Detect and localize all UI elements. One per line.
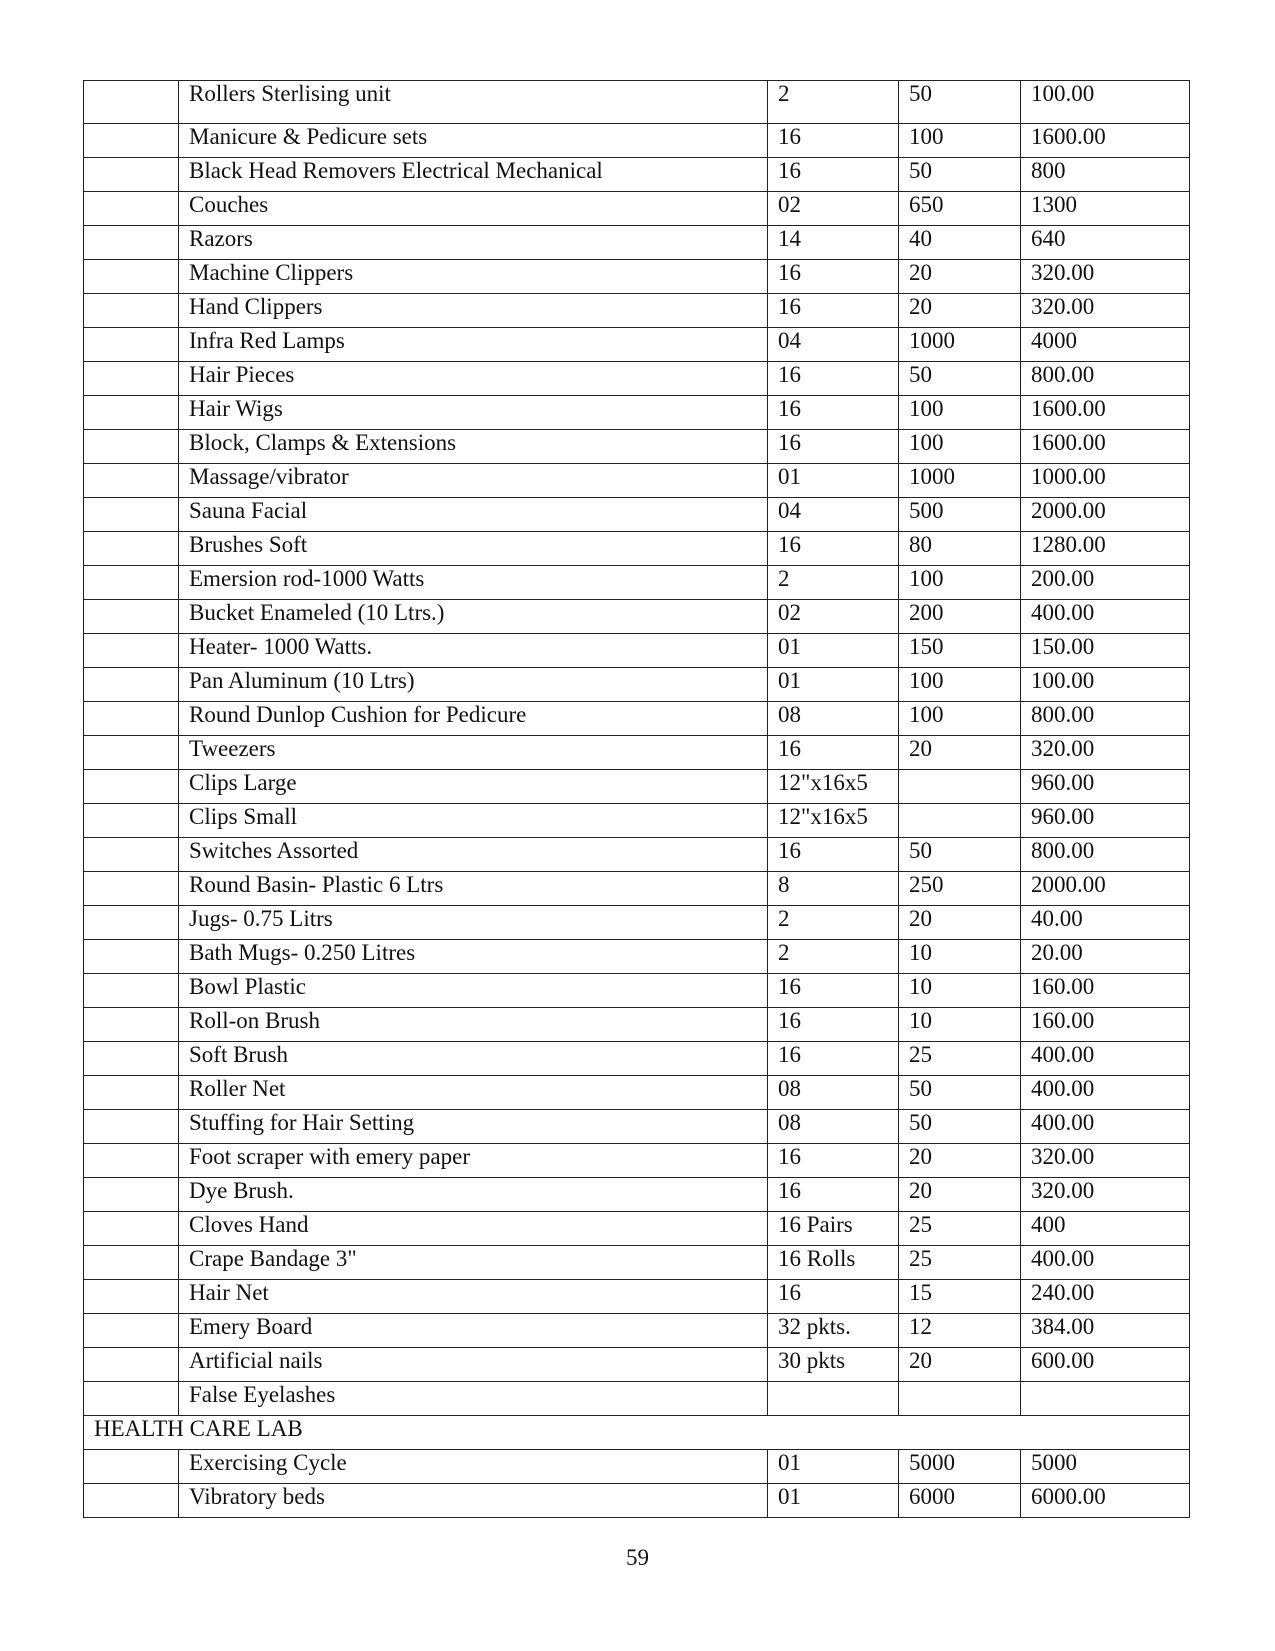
amount-cell: 1280.00 — [1021, 532, 1190, 566]
amount-cell: 400.00 — [1021, 1246, 1190, 1280]
serial-cell — [84, 906, 179, 940]
rate-cell: 20 — [899, 736, 1021, 770]
quantity-cell: 16 — [768, 430, 899, 464]
quantity-cell — [768, 1382, 899, 1416]
amount-cell: 320.00 — [1021, 1178, 1190, 1212]
rate-cell: 100 — [899, 396, 1021, 430]
table-row — [84, 1076, 1190, 1110]
serial-cell — [84, 498, 179, 532]
rate-cell: 50 — [899, 81, 1021, 124]
rate-cell: 80 — [899, 532, 1021, 566]
quantity-cell: 16 — [768, 736, 899, 770]
rate-cell: 100 — [899, 430, 1021, 464]
item-name-cell: Soft Brush — [179, 1042, 768, 1076]
amount-cell: 960.00 — [1021, 804, 1190, 838]
serial-cell — [84, 1280, 179, 1314]
amount-cell: 320.00 — [1021, 260, 1190, 294]
amount-cell: 240.00 — [1021, 1280, 1190, 1314]
item-name-cell: Roller Net — [179, 1076, 768, 1110]
amount-cell: 100.00 — [1021, 81, 1190, 124]
table-row — [84, 1348, 1190, 1382]
amount-cell: 150.00 — [1021, 634, 1190, 668]
item-name-cell: Vibratory beds — [179, 1484, 768, 1518]
serial-cell — [84, 600, 179, 634]
rate-cell: 500 — [899, 498, 1021, 532]
quantity-cell: 16 — [768, 260, 899, 294]
item-name-cell: Cloves Hand — [179, 1212, 768, 1246]
item-name-cell: Clips Large — [179, 770, 768, 804]
rate-cell: 50 — [899, 1110, 1021, 1144]
table-row — [84, 702, 1190, 736]
table-row — [84, 804, 1190, 838]
rate-cell: 20 — [899, 1348, 1021, 1382]
table-row — [84, 362, 1190, 396]
amount-cell: 100.00 — [1021, 668, 1190, 702]
item-name-cell: Dye Brush. — [179, 1178, 768, 1212]
serial-cell — [84, 770, 179, 804]
section-heading: HEALTH CARE LAB — [84, 1416, 1190, 1450]
quantity-cell: 8 — [768, 872, 899, 906]
quantity-cell: 01 — [768, 464, 899, 498]
serial-cell — [84, 838, 179, 872]
rate-cell: 100 — [899, 702, 1021, 736]
amount-cell: 160.00 — [1021, 1008, 1190, 1042]
item-name-cell: Block, Clamps & Extensions — [179, 430, 768, 464]
amount-cell: 4000 — [1021, 328, 1190, 362]
table-row — [84, 1144, 1190, 1178]
item-name-cell: Stuffing for Hair Setting — [179, 1110, 768, 1144]
item-name-cell: Hair Pieces — [179, 362, 768, 396]
table-row — [84, 294, 1190, 328]
serial-cell — [84, 260, 179, 294]
serial-cell — [84, 668, 179, 702]
item-name-cell: Bucket Enameled (10 Ltrs.) — [179, 600, 768, 634]
quantity-cell: 16 — [768, 124, 899, 158]
table-row — [84, 158, 1190, 192]
serial-cell — [84, 362, 179, 396]
item-name-cell: Round Dunlop Cushion for Pedicure — [179, 702, 768, 736]
amount-cell: 320.00 — [1021, 736, 1190, 770]
serial-cell — [84, 702, 179, 736]
amount-cell: 1600.00 — [1021, 124, 1190, 158]
amount-cell: 400.00 — [1021, 1076, 1190, 1110]
quantity-cell: 12"x16x5 — [768, 804, 899, 838]
serial-cell — [84, 1246, 179, 1280]
quantity-cell: 12"x16x5 — [768, 770, 899, 804]
quantity-cell: 08 — [768, 1110, 899, 1144]
quantity-cell: 16 — [768, 532, 899, 566]
rate-cell: 50 — [899, 838, 1021, 872]
table-row — [84, 192, 1190, 226]
serial-cell — [84, 1008, 179, 1042]
quantity-cell: 2 — [768, 906, 899, 940]
quantity-cell: 01 — [768, 1450, 899, 1484]
rate-cell — [899, 770, 1021, 804]
item-name-cell: Foot scraper with emery paper — [179, 1144, 768, 1178]
serial-cell — [84, 1450, 179, 1484]
quantity-cell: 32 pkts. — [768, 1314, 899, 1348]
amount-cell: 320.00 — [1021, 294, 1190, 328]
serial-cell — [84, 226, 179, 260]
serial-cell — [84, 1382, 179, 1416]
rate-cell: 250 — [899, 872, 1021, 906]
item-name-cell: Emersion rod-1000 Watts — [179, 566, 768, 600]
quantity-cell: 16 — [768, 158, 899, 192]
amount-cell: 800.00 — [1021, 362, 1190, 396]
table-row — [84, 668, 1190, 702]
rate-cell: 100 — [899, 668, 1021, 702]
amount-cell: 160.00 — [1021, 974, 1190, 1008]
serial-cell — [84, 940, 179, 974]
quantity-cell: 16 — [768, 1008, 899, 1042]
quantity-cell: 16 — [768, 396, 899, 430]
quantity-cell: 16 — [768, 1042, 899, 1076]
table-row — [84, 1450, 1190, 1484]
serial-cell — [84, 1212, 179, 1246]
serial-cell — [84, 634, 179, 668]
item-name-cell: Hand Clippers — [179, 294, 768, 328]
table-row — [84, 1314, 1190, 1348]
item-name-cell: Jugs- 0.75 Litrs — [179, 906, 768, 940]
serial-cell — [84, 532, 179, 566]
item-name-cell: Black Head Removers Electrical Mechanical — [179, 158, 768, 192]
quantity-cell: 16 — [768, 362, 899, 396]
quantity-cell: 01 — [768, 634, 899, 668]
item-name-cell: Brushes Soft — [179, 532, 768, 566]
serial-cell — [84, 124, 179, 158]
rate-cell: 5000 — [899, 1450, 1021, 1484]
item-name-cell: Crape Bandage 3" — [179, 1246, 768, 1280]
item-name-cell: Switches Assorted — [179, 838, 768, 872]
table-row — [84, 1110, 1190, 1144]
item-name-cell: Tweezers — [179, 736, 768, 770]
item-name-cell: Manicure & Pedicure sets — [179, 124, 768, 158]
table-row — [84, 1382, 1190, 1416]
amount-cell: 400.00 — [1021, 600, 1190, 634]
serial-cell — [84, 1484, 179, 1518]
serial-cell — [84, 566, 179, 600]
quantity-cell: 04 — [768, 498, 899, 532]
table-row — [84, 736, 1190, 770]
table-row — [84, 1246, 1190, 1280]
amount-cell: 640 — [1021, 226, 1190, 260]
table-row — [84, 124, 1190, 158]
rate-cell: 15 — [899, 1280, 1021, 1314]
amount-cell: 40.00 — [1021, 906, 1190, 940]
table-row — [84, 1484, 1190, 1518]
item-name-cell: Clips Small — [179, 804, 768, 838]
rate-cell: 20 — [899, 1144, 1021, 1178]
table-row — [84, 396, 1190, 430]
table-row — [84, 838, 1190, 872]
item-name-cell: Bowl Plastic — [179, 974, 768, 1008]
amount-cell: 200.00 — [1021, 566, 1190, 600]
item-name-cell: Round Basin- Plastic 6 Ltrs — [179, 872, 768, 906]
table-row — [84, 226, 1190, 260]
rate-cell: 1000 — [899, 328, 1021, 362]
serial-cell — [84, 81, 179, 124]
table-row — [84, 464, 1190, 498]
table-row — [84, 600, 1190, 634]
item-name-cell: False Eyelashes — [179, 1382, 768, 1416]
amount-cell: 320.00 — [1021, 1144, 1190, 1178]
amount-cell: 2000.00 — [1021, 872, 1190, 906]
amount-cell: 384.00 — [1021, 1314, 1190, 1348]
amount-cell: 1600.00 — [1021, 430, 1190, 464]
serial-cell — [84, 430, 179, 464]
quantity-cell: 04 — [768, 328, 899, 362]
serial-cell — [84, 974, 179, 1008]
rate-cell — [899, 804, 1021, 838]
serial-cell — [84, 736, 179, 770]
table-row — [84, 328, 1190, 362]
item-name-cell: Exercising Cycle — [179, 1450, 768, 1484]
serial-cell — [84, 1144, 179, 1178]
serial-cell — [84, 328, 179, 362]
equipment-table — [83, 80, 1190, 1518]
amount-cell: 800.00 — [1021, 838, 1190, 872]
table-row — [84, 566, 1190, 600]
rate-cell: 50 — [899, 158, 1021, 192]
table-row — [84, 906, 1190, 940]
table-row — [84, 1212, 1190, 1246]
table-row — [84, 260, 1190, 294]
item-name-cell: Massage/vibrator — [179, 464, 768, 498]
serial-cell — [84, 872, 179, 906]
amount-cell: 800.00 — [1021, 702, 1190, 736]
table-row — [84, 532, 1190, 566]
table-row — [84, 872, 1190, 906]
item-name-cell: Razors — [179, 226, 768, 260]
item-name-cell: Hair Net — [179, 1280, 768, 1314]
rate-cell: 200 — [899, 600, 1021, 634]
quantity-cell: 2 — [768, 81, 899, 124]
table-row — [84, 430, 1190, 464]
serial-cell — [84, 1314, 179, 1348]
serial-cell — [84, 1042, 179, 1076]
quantity-cell: 02 — [768, 600, 899, 634]
table-row — [84, 974, 1190, 1008]
table-row — [84, 1042, 1190, 1076]
quantity-cell: 02 — [768, 192, 899, 226]
quantity-cell: 16 Rolls — [768, 1246, 899, 1280]
amount-cell: 600.00 — [1021, 1348, 1190, 1382]
amount-cell — [1021, 1382, 1190, 1416]
quantity-cell: 16 — [768, 838, 899, 872]
rate-cell: 50 — [899, 1076, 1021, 1110]
rate-cell: 150 — [899, 634, 1021, 668]
table-row — [84, 81, 1190, 124]
table-row — [84, 1008, 1190, 1042]
rate-cell: 50 — [899, 362, 1021, 396]
quantity-cell: 08 — [768, 1076, 899, 1110]
amount-cell: 1300 — [1021, 192, 1190, 226]
quantity-cell: 01 — [768, 668, 899, 702]
table-row — [84, 940, 1190, 974]
table-row — [84, 1178, 1190, 1212]
amount-cell: 20.00 — [1021, 940, 1190, 974]
rate-cell: 100 — [899, 124, 1021, 158]
quantity-cell: 2 — [768, 940, 899, 974]
quantity-cell: 16 — [768, 1280, 899, 1314]
item-name-cell: Machine Clippers — [179, 260, 768, 294]
item-name-cell: Rollers Sterlising unit — [179, 81, 768, 124]
amount-cell: 800 — [1021, 158, 1190, 192]
rate-cell: 20 — [899, 1178, 1021, 1212]
table-row — [84, 634, 1190, 668]
quantity-cell: 01 — [768, 1484, 899, 1518]
rate-cell: 6000 — [899, 1484, 1021, 1518]
rate-cell: 20 — [899, 906, 1021, 940]
quantity-cell: 16 Pairs — [768, 1212, 899, 1246]
amount-cell: 5000 — [1021, 1450, 1190, 1484]
amount-cell: 6000.00 — [1021, 1484, 1190, 1518]
serial-cell — [84, 1110, 179, 1144]
quantity-cell: 16 — [768, 1144, 899, 1178]
rate-cell: 650 — [899, 192, 1021, 226]
amount-cell: 2000.00 — [1021, 498, 1190, 532]
amount-cell: 960.00 — [1021, 770, 1190, 804]
rate-cell: 1000 — [899, 464, 1021, 498]
serial-cell — [84, 192, 179, 226]
table-row — [84, 498, 1190, 532]
serial-cell — [84, 158, 179, 192]
rate-cell: 25 — [899, 1212, 1021, 1246]
item-name-cell: Couches — [179, 192, 768, 226]
item-name-cell: Emery Board — [179, 1314, 768, 1348]
amount-cell: 1600.00 — [1021, 396, 1190, 430]
serial-cell — [84, 294, 179, 328]
equipment-table-body — [84, 81, 1190, 1518]
rate-cell: 10 — [899, 940, 1021, 974]
serial-cell — [84, 804, 179, 838]
serial-cell — [84, 464, 179, 498]
rate-cell: 20 — [899, 294, 1021, 328]
page-number: 59 — [626, 1545, 649, 1570]
serial-cell — [84, 1348, 179, 1382]
rate-cell: 25 — [899, 1042, 1021, 1076]
rate-cell: 20 — [899, 260, 1021, 294]
quantity-cell: 16 — [768, 294, 899, 328]
section-row — [84, 1416, 1190, 1450]
rate-cell: 100 — [899, 566, 1021, 600]
quantity-cell: 14 — [768, 226, 899, 260]
quantity-cell: 16 — [768, 1178, 899, 1212]
amount-cell: 400 — [1021, 1212, 1190, 1246]
amount-cell: 400.00 — [1021, 1042, 1190, 1076]
rate-cell — [899, 1382, 1021, 1416]
rate-cell: 40 — [899, 226, 1021, 260]
rate-cell: 10 — [899, 974, 1021, 1008]
quantity-cell: 2 — [768, 566, 899, 600]
item-name-cell: Heater- 1000 Watts. — [179, 634, 768, 668]
item-name-cell: Artificial nails — [179, 1348, 768, 1382]
serial-cell — [84, 1178, 179, 1212]
quantity-cell: 30 pkts — [768, 1348, 899, 1382]
item-name-cell: Infra Red Lamps — [179, 328, 768, 362]
quantity-cell: 16 — [768, 974, 899, 1008]
table-row — [84, 1280, 1190, 1314]
item-name-cell: Bath Mugs- 0.250 Litres — [179, 940, 768, 974]
rate-cell: 12 — [899, 1314, 1021, 1348]
serial-cell — [84, 1076, 179, 1110]
rate-cell: 10 — [899, 1008, 1021, 1042]
item-name-cell: Roll-on Brush — [179, 1008, 768, 1042]
amount-cell: 1000.00 — [1021, 464, 1190, 498]
serial-cell — [84, 396, 179, 430]
quantity-cell: 08 — [768, 702, 899, 736]
item-name-cell: Hair Wigs — [179, 396, 768, 430]
amount-cell: 400.00 — [1021, 1110, 1190, 1144]
rate-cell: 25 — [899, 1246, 1021, 1280]
item-name-cell: Pan Aluminum (10 Ltrs) — [179, 668, 768, 702]
table-row — [84, 770, 1190, 804]
item-name-cell: Sauna Facial — [179, 498, 768, 532]
